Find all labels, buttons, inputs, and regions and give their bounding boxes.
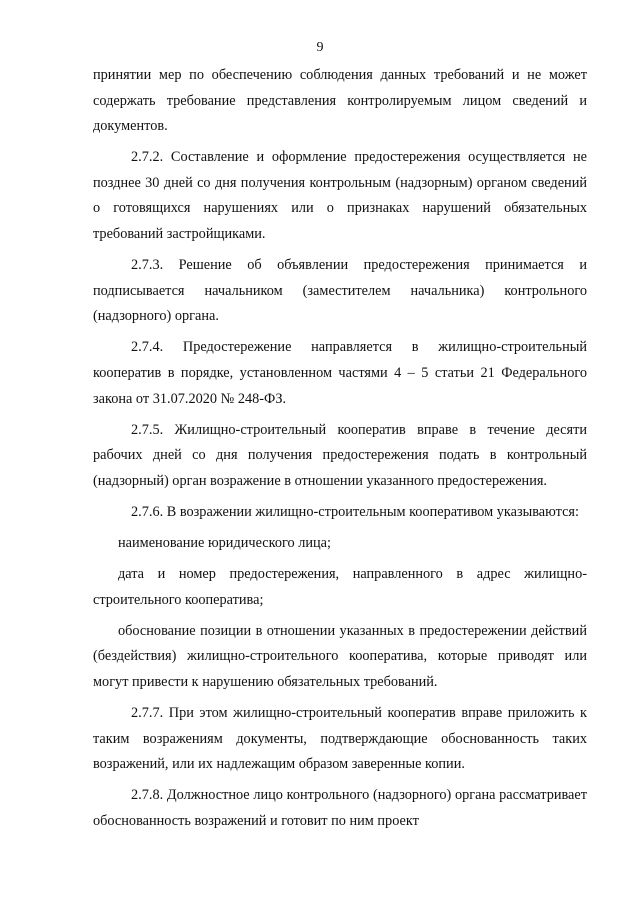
paragraph-2-7-4: 2.7.4. Предостережение направляется в жилищно-строительный кооператив в порядке, установленном частями 4 – 5 статьи 21 Федерального закона от 31.07.2020 № 248-ФЗ.	[93, 339, 587, 407]
paragraph-2-7-7: 2.7.7. При этом жилищно-строительный кооператив вправе приложить к таким возражениям документы, подтверждающие обоснованность таких возражений, или их надлежащим образом заверенные копии.	[93, 705, 587, 773]
paragraph-2-7-5: 2.7.5. Жилищно-строительный кооператив вправе в течение десяти рабочих дней со дня получения предостережения подать в контрольный (надзорный) орган возражение в отношении указанного предостережения.	[93, 421, 587, 489]
page-number: 9	[316, 40, 324, 55]
paragraph-2-7-2: 2.7.2. Составление и оформление предостережения осуществляется не позднее 30 дней со дня получения контрольным (надзорным) органом сведений о готовящихся нарушениях или о признаках нарушений обязательных требований застройщиками.	[93, 149, 587, 243]
paragraph-2-7-3: 2.7.3. Решение об объявлении предостережения принимается и подписывается начальником (заместителем начальника) контрольного (надзорного) органа.	[93, 257, 587, 325]
paragraph-2-7-8: 2.7.8. Должностное лицо контрольного (надзорного) органа рассматривает обоснованность возражений и готовит по ним проект	[93, 787, 587, 830]
paragraph-continuation: принятии мер по обеспечению соблюдения данных требований и не может содержать требование представления контролируемым лицом сведений и документов.	[93, 67, 587, 135]
list-item-date-number: дата и номер предостережения, направленного в адрес жилищно-строительного кооператива;	[93, 566, 587, 608]
list-item-name: наименование юридического лица;	[118, 535, 331, 552]
list-item-justification: обоснование позиции в отношении указанных в предостережении действий (бездействия) жилищно-строительного кооператива, которые приводят или могут привести к нарушению обязательных требований.	[93, 622, 587, 691]
document-body	[93, 63, 587, 840]
paragraph-2-7-6: 2.7.6. В возражении жилищно-строительным кооперативом указываются:	[131, 504, 579, 520]
